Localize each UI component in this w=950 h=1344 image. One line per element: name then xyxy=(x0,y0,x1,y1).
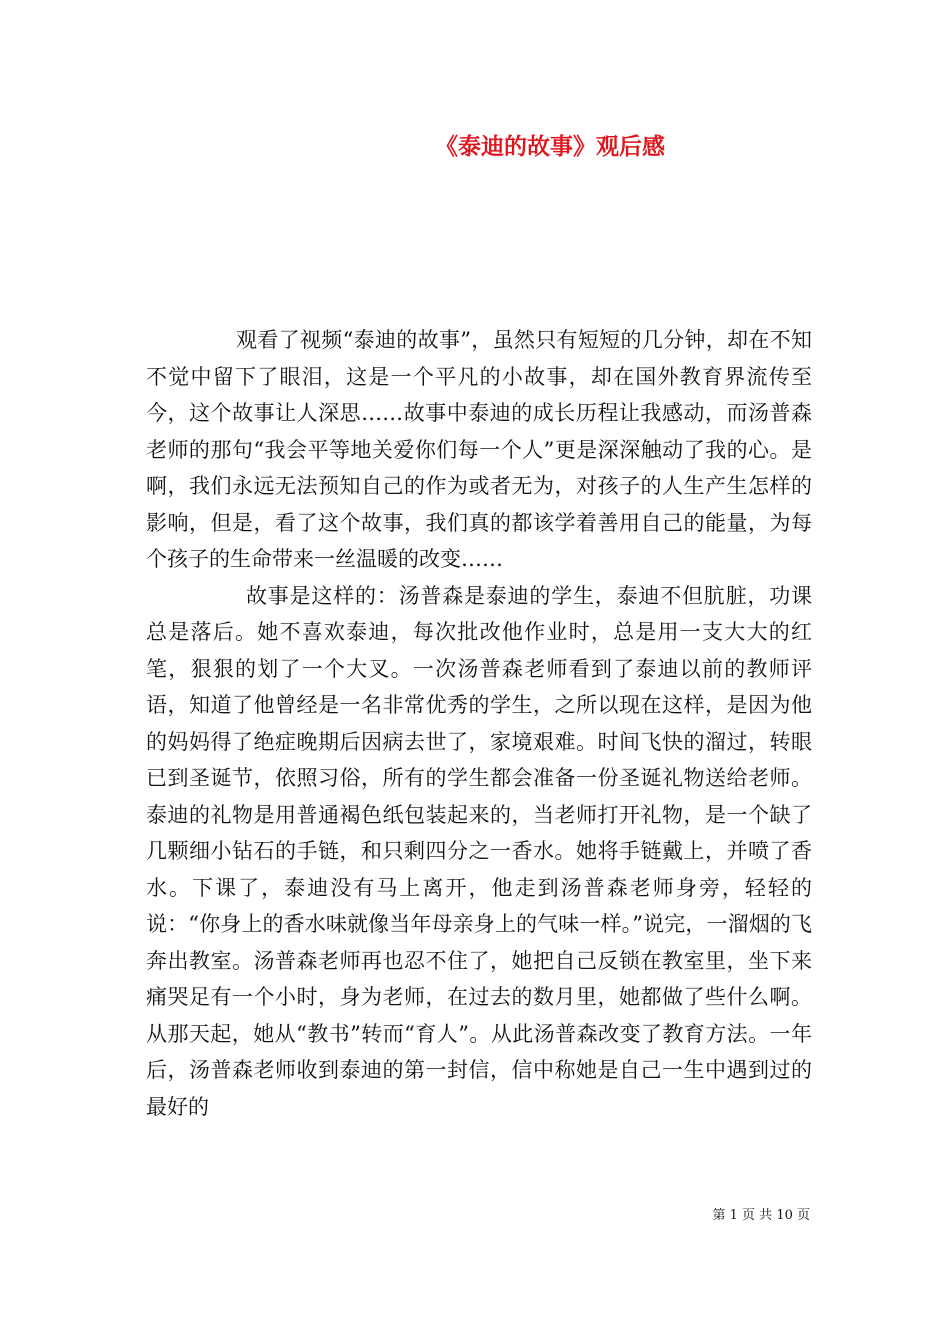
document-body xyxy=(146,322,812,1125)
page-footer: 第 1 页 共 10 页 xyxy=(712,1208,810,1223)
document-title: 《泰迪的故事》观后感 xyxy=(435,133,665,160)
paragraph-story: 故事是这样的：汤普森是泰迪的学生，泰迪不但肮脏，功课总是落后。她不喜欢泰迪，每次批改他作业时，总是用一支大大的红笔，狠狠的划了一个大叉。一次汤普森老师看到了泰迪以前的教师评语，知道了他曾经是一名非常优秀的学生，之所以现在这样，是因为他的妈妈得了绝症晚期后因病去世了，家境艰难。时间飞快的溜过，转眼已到圣诞节，依照习俗，所有的学生都会准备一份圣诞礼物送给老师。泰迪的礼物是用普通褐色纸包装起来的，当老师打开礼物，是一个缺了几颗细小钻石的手链，和只剩四分之一香水。她将手链戴上，并喷了香水。下课了，泰迪没有马上离开，他走到汤普森老师身旁，轻轻的说：“你身上的香水味就像当年母亲身上的气味一样。”说完，一溜烟的飞奔出教室。汤普森老师再也忍不住了，她把自己反锁在教室里，坐下来痛哭足有一个小时，身为老师，在过去的数月里，她都做了些什么啊。从那天起，她从“教书”转而“育人”。从此汤普森改变了教育方法。一年后，汤普森老师收到泰迪的第一封信，信中称她是自己一生中遇到过的最好的 xyxy=(146,583,812,1119)
paragraph-intro: 观看了视频“泰迪的故事”，虽然只有短短的几分钟，却在不知不觉中留下了眼泪，这是一个平凡的小故事，却在国外教育界流传至今，这个故事让人深思……故事中泰迪的成长历程让我感动，而汤普森老师的那句“我会平等地关爱你们每一个人”更是深深触动了我的心。是啊，我们永远无法预知自己的作为或者无为，对孩子的人生产生怎样的影响，但是，看了这个故事，我们真的都该学着善用自己的能量，为每个孩子的生命带来一丝温暖的改变…… xyxy=(146,328,812,571)
